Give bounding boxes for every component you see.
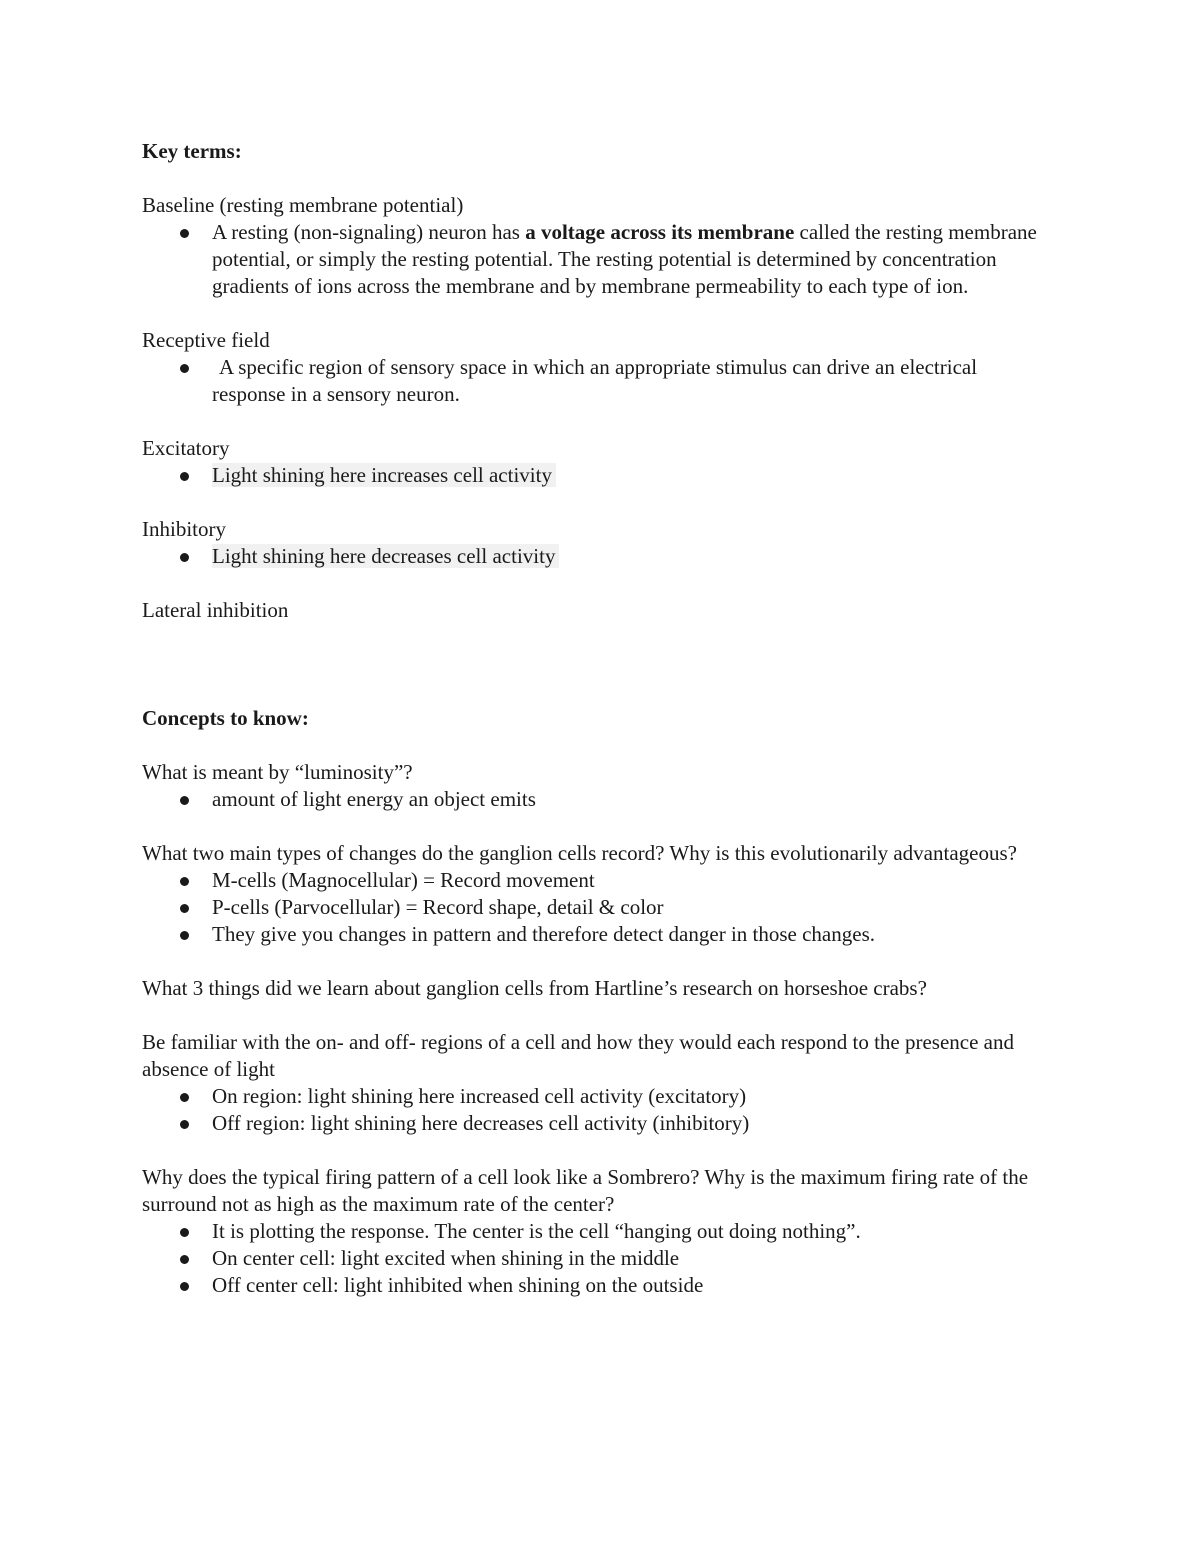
inhibitory-definition: Light shining here decreases cell activity <box>212 543 1052 570</box>
question-hartline: What 3 things did we learn about ganglion cells from Hartline’s research on horseshoe crabs? <box>142 976 927 1000</box>
term-excitatory: Excitatory <box>142 436 230 460</box>
sombrero-bullets <box>142 1218 1052 1299</box>
ganglion-changes-bullets <box>142 867 1052 948</box>
receptive-field-bullets <box>142 354 1052 408</box>
baseline-bold-phrase: a voltage across its membrane <box>525 220 795 244</box>
document-page <box>142 138 1052 1299</box>
list-item: Off region: light shining here decreases cell activity (inhibitory) <box>212 1110 1052 1137</box>
question-sombrero: Why does the typical firing pattern of a cell look like a Sombrero? Why is the maximum firing rate of the surround not as high as the maximum rate of the center? <box>142 1165 1029 1216</box>
list-item: P-cells (Parvocellular) = Record shape, detail & color <box>212 894 1052 921</box>
list-item: On center cell: light excited when shining in the middle <box>212 1245 1052 1272</box>
list-item: On region: light shining here increased cell activity (excitatory) <box>212 1083 1052 1110</box>
list-item: They give you changes in pattern and therefore detect danger in those changes. <box>212 921 1052 948</box>
question-ganglion-changes: What two main types of changes do the ganglion cells record? Why is this evolutionarily advantageous? <box>142 841 1017 865</box>
term-inhibitory: Inhibitory <box>142 517 226 541</box>
excitatory-bullets <box>142 462 1052 489</box>
term-baseline: Baseline (resting membrane potential) <box>142 193 464 217</box>
list-item: amount of light energy an object emits <box>212 786 1052 813</box>
term-receptive-field: Receptive field <box>142 328 270 352</box>
key-terms-heading: Key terms: <box>142 139 242 163</box>
term-lateral-inhibition: Lateral inhibition <box>142 598 289 622</box>
receptive-field-definition: A specific region of sensory space in which an appropriate stimulus can drive an electrical response in a sensory neuron. <box>212 354 1052 408</box>
inhibitory-bullets <box>142 543 1052 570</box>
luminosity-bullets <box>142 786 1052 813</box>
baseline-bullets <box>142 219 1052 300</box>
question-on-off-regions: Be familiar with the on- and off- regions of a cell and how they would each respond to the presence and absence of light <box>142 1030 1014 1081</box>
baseline-definition: A resting (non-signaling) neuron has a voltage across its membrane called the resting membrane potential, or simply the resting potential. The resting potential is determined by concentration gradients of ions across the membrane and by membrane permeability to each type of ion. <box>212 219 1052 300</box>
list-item: Off center cell: light inhibited when shining on the outside <box>212 1272 1052 1299</box>
on-off-bullets <box>142 1083 1052 1137</box>
excitatory-definition: Light shining here increases cell activity <box>212 462 1052 489</box>
concepts-heading: Concepts to know: <box>142 706 309 730</box>
question-luminosity: What is meant by “luminosity”? <box>142 760 413 784</box>
list-item: It is plotting the response. The center is the cell “hanging out doing nothing”. <box>212 1218 1052 1245</box>
list-item: M-cells (Magnocellular) = Record movement <box>212 867 1052 894</box>
